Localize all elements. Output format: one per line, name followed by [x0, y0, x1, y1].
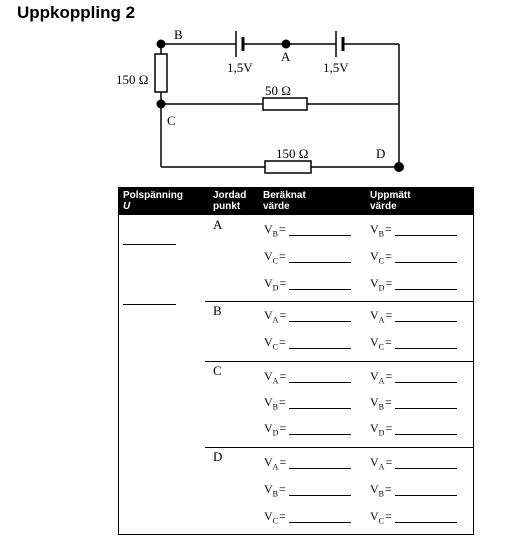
page-title: Uppkoppling 2 — [17, 3, 136, 22]
calc-cell[interactable]: $V_B$ = — [264, 222, 351, 238]
resistor-left — [155, 54, 167, 92]
meas-cell[interactable]: $V_D$ = — [370, 421, 457, 437]
calc-cell[interactable]: $V_C$ = — [264, 335, 351, 351]
calc-cell[interactable]: $V_A$ = — [264, 455, 351, 471]
table-header — [118, 187, 474, 215]
node-d-label: D — [376, 146, 386, 161]
node-c-label: C — [167, 113, 176, 128]
meas-cell[interactable]: $V_C$ = — [370, 335, 457, 351]
battery-left — [236, 31, 243, 57]
node-a-label: A — [281, 49, 291, 64]
resistor-left-label: 150 Ω — [116, 72, 149, 87]
battery-left-label: 1,5V — [227, 60, 253, 75]
grounded-point-b: B — [213, 303, 222, 318]
header-polspanning: Polspänning U — [123, 190, 183, 212]
calc-cell[interactable]: $V_D$ = — [264, 421, 351, 437]
resistor-bottom-label: 150 Ω — [276, 146, 309, 161]
meas-cell[interactable]: $V_D$ = — [370, 276, 457, 292]
grounded-point-d: D — [213, 449, 223, 464]
meas-cell[interactable]: $V_B$ = — [370, 482, 457, 498]
polspanning-blank-2[interactable] — [123, 304, 176, 305]
group-separator — [205, 301, 474, 302]
node-a-dot — [282, 40, 291, 49]
meas-cell[interactable]: $V_C$ = — [370, 249, 457, 265]
group-separator — [205, 361, 474, 362]
meas-cell[interactable]: $V_B$ = — [370, 222, 457, 238]
grounded-point-c: C — [213, 363, 222, 378]
node-b-dot — [157, 40, 166, 49]
resistor-middle-label: 50 Ω — [265, 83, 291, 98]
calc-cell[interactable]: $V_A$ = — [264, 308, 351, 324]
battery-right-label: 1,5V — [323, 60, 349, 75]
calc-cell[interactable]: $V_C$ = — [264, 509, 351, 525]
meas-cell[interactable]: $V_A$ = — [370, 455, 457, 471]
grounded-point-a: A — [213, 217, 223, 232]
measurement-table — [118, 187, 474, 535]
battery-right — [336, 31, 343, 57]
resistor-middle — [263, 98, 307, 110]
header-jordad-punkt: Jordad punkt — [213, 190, 247, 212]
group-separator — [205, 447, 474, 448]
header-uppmatt-varde: Uppmätt värde — [370, 190, 411, 212]
calc-cell[interactable]: $V_A$ = — [264, 369, 351, 385]
node-b-label: B — [174, 27, 183, 42]
header-beraknat-varde: Beräknat värde — [263, 190, 306, 212]
calc-cell[interactable]: $V_B$ = — [264, 482, 351, 498]
node-c-dot — [157, 100, 166, 109]
meas-cell[interactable]: $V_C$ = — [370, 509, 457, 525]
node-d-dot — [394, 162, 404, 172]
resistor-bottom — [265, 161, 311, 173]
circuit-diagram — [0, 0, 505, 185]
calc-cell[interactable]: $V_D$ = — [264, 276, 351, 292]
meas-cell[interactable]: $V_B$ = — [370, 395, 457, 411]
calc-cell[interactable]: $V_C$ = — [264, 249, 351, 265]
calc-cell[interactable]: $V_B$ = — [264, 395, 351, 411]
meas-cell[interactable]: $V_A$ = — [370, 369, 457, 385]
meas-cell[interactable]: $V_A$ = — [370, 308, 457, 324]
polspanning-blank-1[interactable] — [123, 244, 176, 245]
